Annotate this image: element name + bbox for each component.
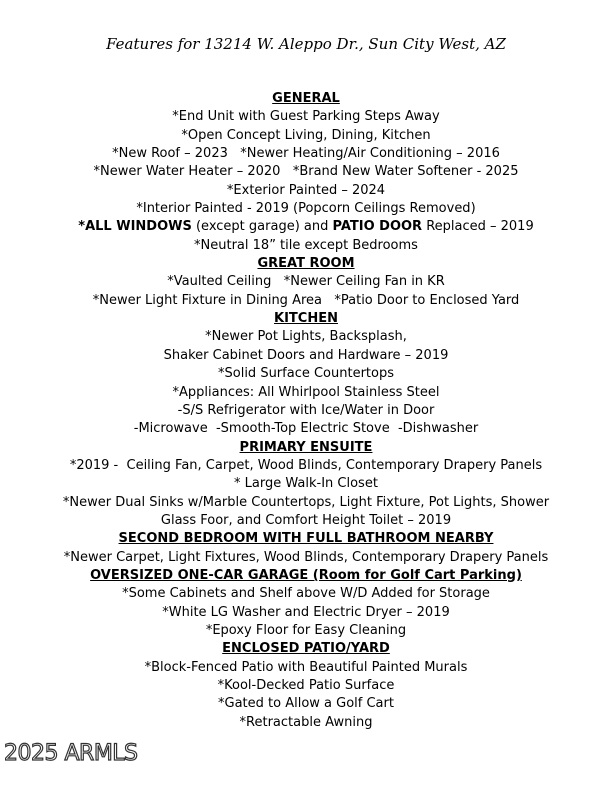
feature-line: *Newer Light Fixture in Dining Area *Patio Door to Enclosed Yard [92, 292, 520, 308]
section-heading-great-room: GREAT ROOM [257, 256, 355, 272]
feature-star: * [78, 219, 86, 235]
feature-line: Glass Foor, and Comfort Height Toilet – 2019 [160, 512, 452, 528]
feature-line: *Newer Carpet, Light Fixtures, Wood Blinds, Contemporary Drapery Panels [63, 549, 549, 565]
features-list [0, 90, 612, 732]
feature-emphasis-windows: ALL WINDOWS [85, 219, 192, 235]
feature-line: *Gated to Allow a Golf Cart [218, 696, 394, 712]
feature-line: *2019 - Ceiling Fan, Carpet, Wood Blinds, Contemporary Drapery Panels [69, 457, 543, 473]
feature-line: *End Unit with Guest Parking Steps Away [172, 109, 440, 125]
page-title: Features for 13214 W. Aleppo Dr., Sun City West, AZ [106, 35, 506, 53]
feature-line: *Epoxy Floor for Easy Cleaning [205, 622, 407, 638]
feature-line: *Some Cabinets and Shelf above W/D Added for Storage [122, 586, 490, 602]
feature-emphasis-patio-door: PATIO DOOR [332, 219, 423, 235]
feature-line: *Neutral 18” tile except Bedrooms [194, 237, 418, 253]
feature-line: *White LG Washer and Electric Dryer – 2019 [162, 604, 450, 620]
feature-line: *Open Concept Living, Dining, Kitchen [181, 127, 431, 143]
section-heading-general: GENERAL [272, 91, 340, 106]
copyright-watermark: 2025 ARMLS [4, 741, 138, 766]
feature-line: *Solid Surface Countertops [218, 366, 394, 382]
section-heading-enclosed-patio: ENCLOSED PATIO/YARD [222, 641, 390, 657]
feature-line-windows [0, 218, 612, 236]
feature-line: *Newer Dual Sinks w/Marble Countertops, Light Fixture, Pot Lights, Shower [62, 494, 550, 510]
feature-line: *Kool-Decked Patio Surface [217, 678, 395, 693]
feature-line: *Newer Water Heater – 2020 *Brand New Water Softener - 2025 [93, 164, 519, 180]
section-heading-kitchen: KITCHEN [274, 311, 338, 327]
feature-line: *New Roof – 2023 *Newer Heating/Air Conditioning – 2016 [112, 146, 500, 162]
section-heading-second-bedroom: SECOND BEDROOM WITH FULL BATHROOM NEARBY [118, 531, 494, 547]
feature-line: Shaker Cabinet Doors and Hardware – 2019 [163, 347, 449, 363]
feature-line: *Interior Painted - 2019 (Popcorn Ceilings Removed) [136, 201, 476, 217]
feature-line: * Large Walk-In Closet [234, 476, 378, 492]
feature-line: *Newer Pot Lights, Backsplash, [205, 329, 407, 345]
feature-line: *Block-Fenced Patio with Beautiful Painted Murals [144, 659, 468, 675]
feature-text: (except garage) and [191, 219, 333, 235]
feature-line: *Appliances: All Whirlpool Stainless Steel [172, 384, 440, 400]
feature-line: *Vaulted Ceiling *Newer Ceiling Fan in KR [167, 274, 445, 290]
feature-line: *Exterior Painted – 2024 [226, 182, 386, 198]
feature-line: *Retractable Awning [239, 714, 373, 730]
feature-text: Replaced – 2019 [422, 219, 534, 235]
feature-line: -S/S Refrigerator with Ice/Water in Door [177, 402, 435, 418]
section-heading-primary-ensuite: PRIMARY ENSUITE [239, 439, 373, 455]
feature-line: -Microwave -Smooth-Top Electric Stove -Dishwasher [133, 421, 479, 437]
section-heading-garage: OVERSIZED ONE-CAR GARAGE (Room for Golf Cart Parking) [90, 567, 522, 583]
